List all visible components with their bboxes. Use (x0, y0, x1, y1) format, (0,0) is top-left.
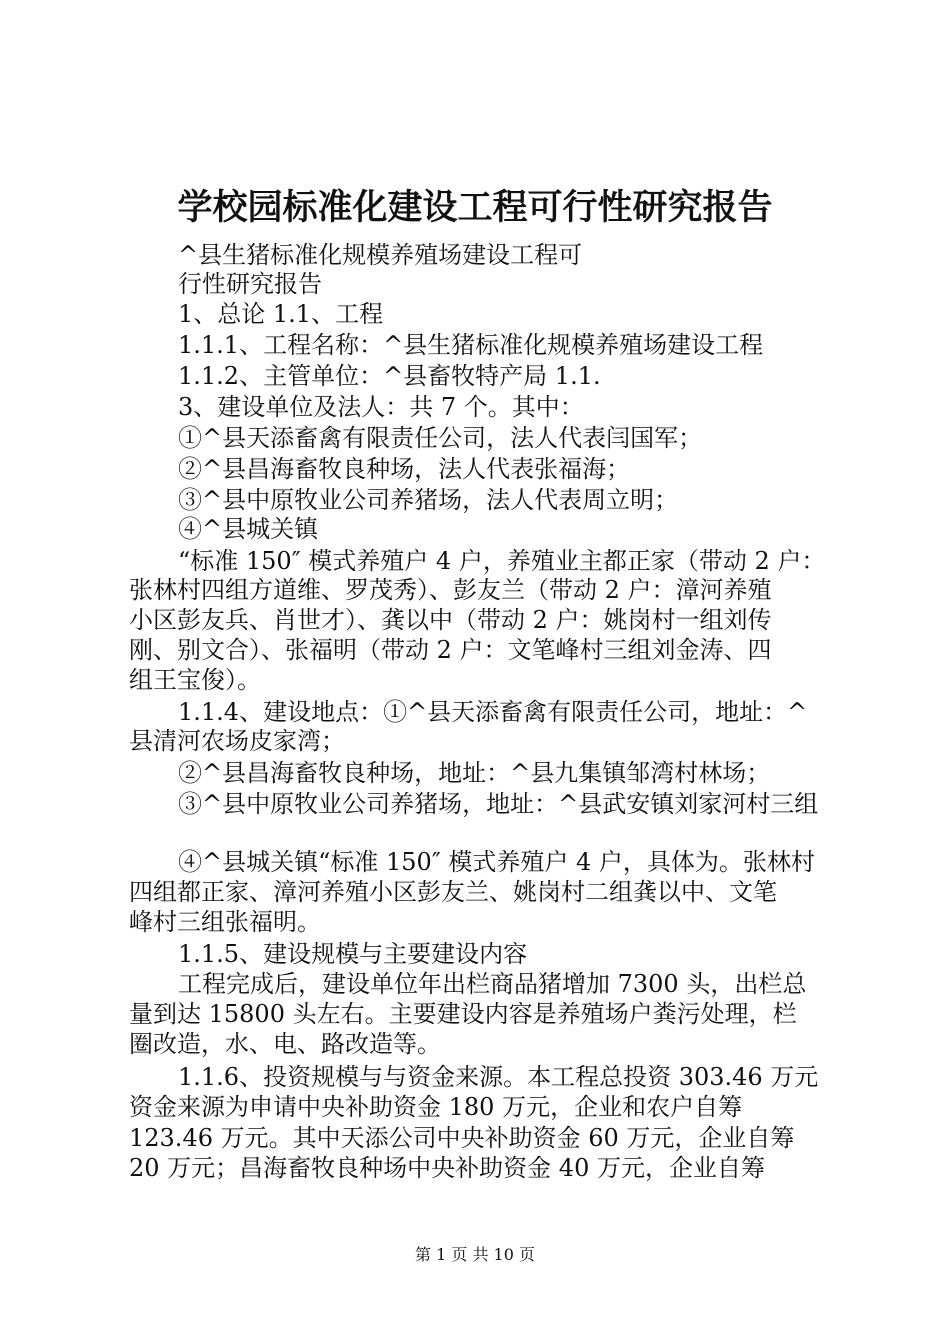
text-line: 资金来源为申请中央补助资金 180 万元，企业和农户自筹 (129, 1093, 743, 1121)
text-line: ③^县中原牧业公司养猪场，法人代表周立明； (178, 486, 679, 514)
text-line: ④^县城关镇“标准 150″ 模式养殖户 4 户，具体为。张林村 (178, 848, 815, 876)
text-line: 1.1.6、投资规模与与资金来源。本工程总投资 303.46 万元 (178, 1063, 819, 1091)
text-line: ③^县中原牧业公司养猪场，地址：^县武安镇刘家河村三组 (178, 790, 819, 818)
text-line: 峰村三组张福明。 (129, 908, 321, 936)
text-line: ①^县天添畜禽有限责任公司，法人代表闫国军； (178, 424, 703, 452)
text-line: 123.46 万元。其中天添公司中央补助资金 60 万元，企业自筹 (129, 1124, 795, 1152)
text-line: 1.1.2、主管单位：^县畜牧特产局 1.1. (178, 362, 601, 390)
text-line: 1.1.5、建设规模与主要建设内容 (178, 940, 528, 968)
text-line: 刚、别文合）、张福明（带动 2 户：文笔峰村三组刘金涛、四 (129, 636, 772, 664)
text-line: 20 万元；昌海畜牧良种场中央补助资金 40 万元，企业自筹 (129, 1154, 765, 1182)
text-line: ②^县昌海畜牧良种场，地址：^县九集镇邹湾村林场； (178, 759, 771, 787)
text-line: 张林村四组方道维、罗茂秀）、彭友兰（带动 2 户：漳河养殖 (129, 576, 772, 604)
text-line: 量到达 15800 头左右。主要建设内容是养殖场户粪污处理，栏 (129, 1000, 797, 1028)
text-line: 四组都正家、漳河养殖小区彭友兰、姚岗村二组龚以中、文笔 (129, 878, 777, 906)
text-line: ②^县昌海畜牧良种场，法人代表张福海； (178, 455, 631, 483)
text-line: 圈改造，水、电、路改造等。 (129, 1030, 441, 1058)
text-line: 组王宝俊）。 (129, 666, 261, 694)
text-line: ④^县城关镇 (178, 515, 319, 543)
text-line: 1.1.4、建设地点：①^县天添畜禽有限责任公司，地址：^ (178, 698, 808, 726)
page-number: 第 1 页 共 10 页 (415, 1245, 535, 1264)
text-line: 县清河农场皮家湾； (129, 727, 345, 755)
text-line: 1.1.1、工程名称：^县生猪标准化规模养殖场建设工程 (178, 331, 764, 359)
text-line: ^县生猪标准化规模养殖场建设工程可 (178, 241, 583, 269)
text-line: “标准 150″ 模式养殖户 4 户，养殖业主都正家（带动 2 户： (178, 547, 826, 575)
text-line: 1、总论 1.1、工程 (178, 300, 384, 328)
text-line: 小区彭友兵、肖世才）、龚以中（带动 2 户：姚岗村一组刘传 (129, 606, 772, 634)
text-line: 3、建设单位及法人：共 7 个。其中： (178, 393, 584, 421)
text-line: 工程完成后，建设单位年出栏商品猪增加 7300 头，出栏总 (178, 970, 807, 998)
page-title: 学校园标准化建设工程可行性研究报告 (177, 187, 773, 228)
text-line: 行性研究报告 (178, 270, 322, 298)
